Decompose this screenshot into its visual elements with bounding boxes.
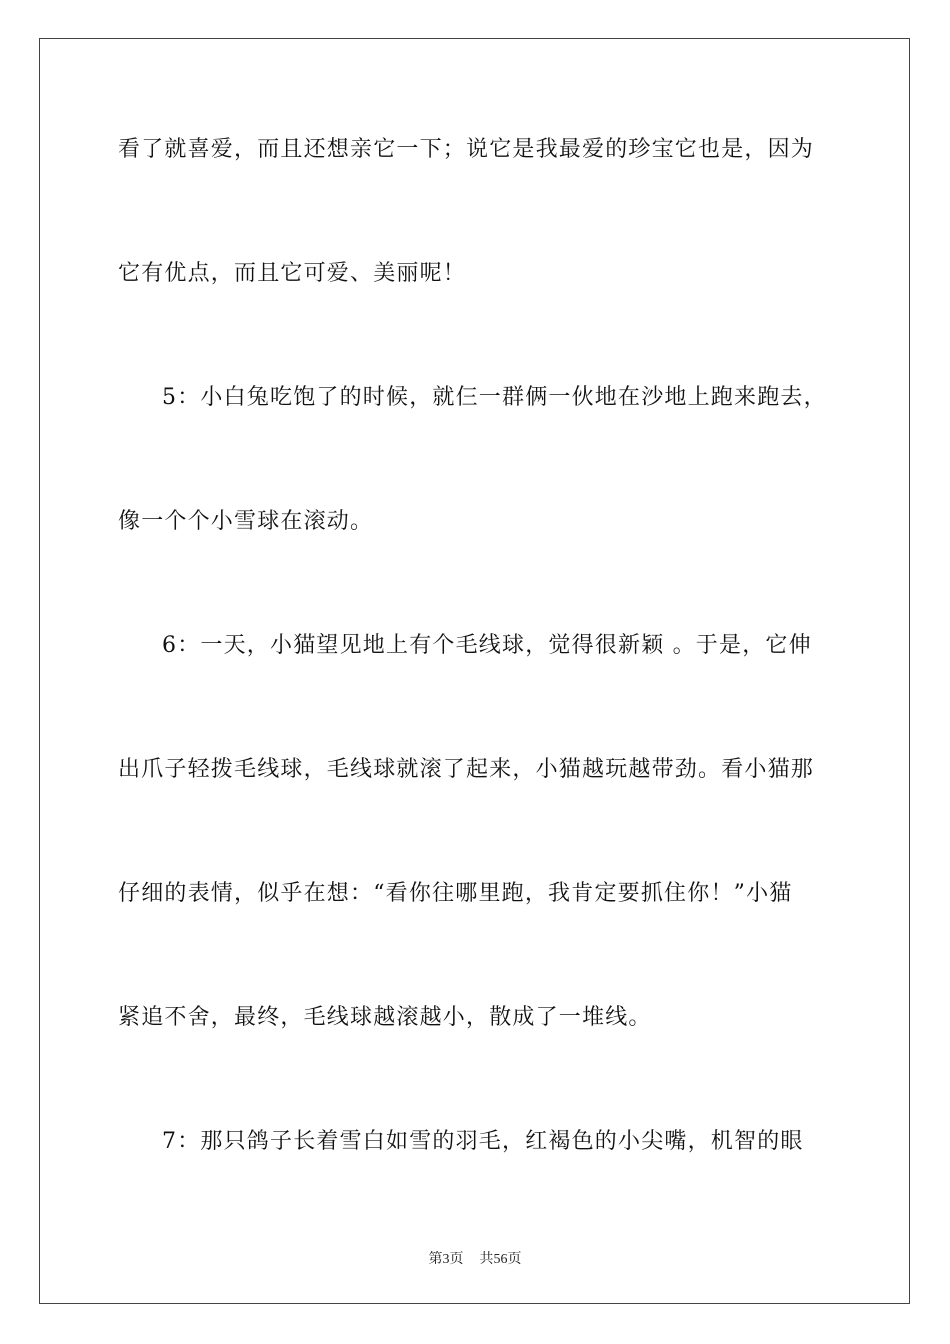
page-footer [0, 1248, 950, 1268]
text-line-1: 看了就喜爱，而且还想亲它一下；说它是我最爱的珍宝它也是，因为 [118, 137, 815, 162]
total-pages: 共56页 [479, 1252, 522, 1267]
page-number: 第3页 [428, 1252, 464, 1267]
page-border [39, 38, 910, 1304]
text-line-3: 5：小白兔吃饱了的时候，就仨一群俩一伙地在沙地上跑来跑去， [162, 385, 827, 410]
text-line-4: 像一个个小雪球在滚动。 [118, 509, 374, 534]
text-line-8: 紧追不舍，最终，毛线球越滚越小，散成了一堆线。 [118, 1005, 652, 1030]
text-line-5: 6：一天，小猫望见地上有个毛线球，觉得很新颖 。于是，它伸 [162, 633, 812, 658]
text-line-7: 仔细的表情，似乎在想：“看你往哪里跑，我肯定要抓住你！”小猫 [118, 881, 793, 906]
text-line-9: 7：那只鸽子长着雪白如雪的羽毛，红褐色的小尖嘴，机智的眼 [162, 1129, 804, 1154]
text-line-6: 出爪子轻拨毛线球，毛线球就滚了起来，小猫越玩越带劲。看小猫那 [118, 757, 815, 782]
text-line-2: 它有优点，而且它可爱、美丽呢！ [118, 261, 467, 286]
